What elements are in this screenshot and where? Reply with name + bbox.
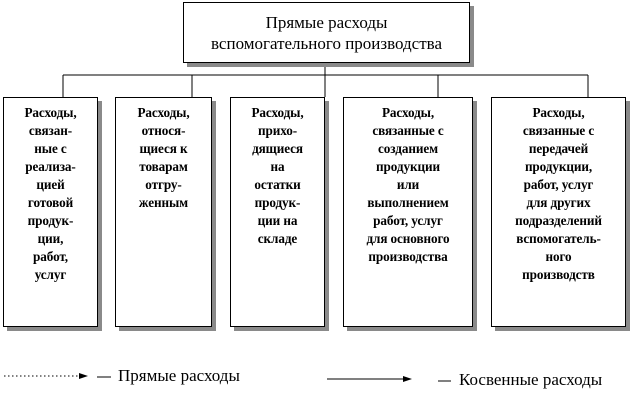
child-label-line: производства — [368, 249, 448, 264]
child-label-line: Расходы, — [381, 105, 435, 120]
child-label-line: связанные с — [372, 123, 444, 138]
child-label-line: продукции, — [524, 159, 593, 174]
direct-legend-arrow-icon — [4, 373, 111, 379]
child-label-line: вспомогатель- — [516, 231, 601, 246]
child-label-line: для основного — [366, 231, 450, 246]
child-label-line: цией — [36, 177, 65, 192]
child-label-line: подразделений — [515, 213, 602, 228]
child-label-line: дящиеся — [252, 141, 303, 156]
child-label-line: остатки — [254, 177, 301, 192]
child-label-line: щиеся к — [139, 141, 188, 156]
child-box-label — [24, 104, 76, 326]
child-box-label — [137, 104, 189, 326]
child-label-line: продукции — [376, 159, 440, 174]
child-label-line: женным — [138, 195, 189, 210]
child-label-line: реализа- — [25, 159, 76, 174]
child-label-line: выполнением — [367, 195, 449, 210]
child-label-line: ции на — [257, 213, 298, 228]
child-label-line: Расходы, — [24, 105, 77, 120]
child-label-line: ного — [545, 249, 572, 264]
child-box-label — [251, 104, 303, 326]
root-label-line: вспомогательного производства — [211, 33, 442, 53]
child-label-line: услуг — [34, 267, 67, 282]
child-label-line: готовой — [27, 195, 74, 210]
child-label-line: передачей — [528, 141, 589, 156]
child-label-line: Расходы, — [532, 105, 585, 120]
child-label-line: продук- — [27, 213, 74, 228]
child-label-line: продук- — [254, 195, 301, 210]
child-box-main-production — [343, 97, 473, 327]
child-label-line: связан- — [28, 123, 73, 138]
legend-direct-label: Прямые расходы — [118, 366, 240, 385]
child-label-line: ции, — [37, 231, 64, 246]
child-label-line: работ, услуг — [523, 177, 594, 192]
child-label-line: работ, услуг — [373, 213, 443, 228]
child-label-line: Расходы, — [251, 105, 304, 120]
child-box-warehouse-stock — [230, 97, 325, 327]
child-label-line: производств — [522, 267, 595, 282]
child-box-other-divisions — [491, 97, 626, 327]
child-label-line: относя- — [141, 123, 186, 138]
child-label-line: отгру- — [145, 177, 182, 192]
child-label-line: созданием — [378, 141, 438, 156]
root-box — [183, 2, 470, 63]
child-label-line: Расходы, — [137, 105, 190, 120]
child-label-line: складе — [257, 231, 298, 246]
child-label-line: ные с — [34, 141, 67, 156]
root-label-line: Прямые расходы — [265, 12, 388, 32]
indirect-legend-arrow-icon — [327, 376, 451, 382]
child-box-sales-expenses — [3, 97, 98, 327]
legend-indirect-label: Косвенные расходы — [459, 370, 603, 389]
child-label-line: товарам — [139, 159, 188, 174]
child-label-line: или — [396, 177, 420, 192]
child-label-line: на — [270, 159, 285, 174]
child-label-line: для других — [526, 195, 591, 210]
root-label — [211, 12, 442, 54]
child-label-line: работ, — [33, 249, 68, 264]
child-label-line: прихо- — [257, 123, 297, 138]
child-box-label — [366, 104, 449, 326]
child-label-line: связанные с — [522, 123, 595, 138]
child-box-shipped-goods — [115, 97, 212, 327]
child-box-label — [515, 104, 602, 326]
